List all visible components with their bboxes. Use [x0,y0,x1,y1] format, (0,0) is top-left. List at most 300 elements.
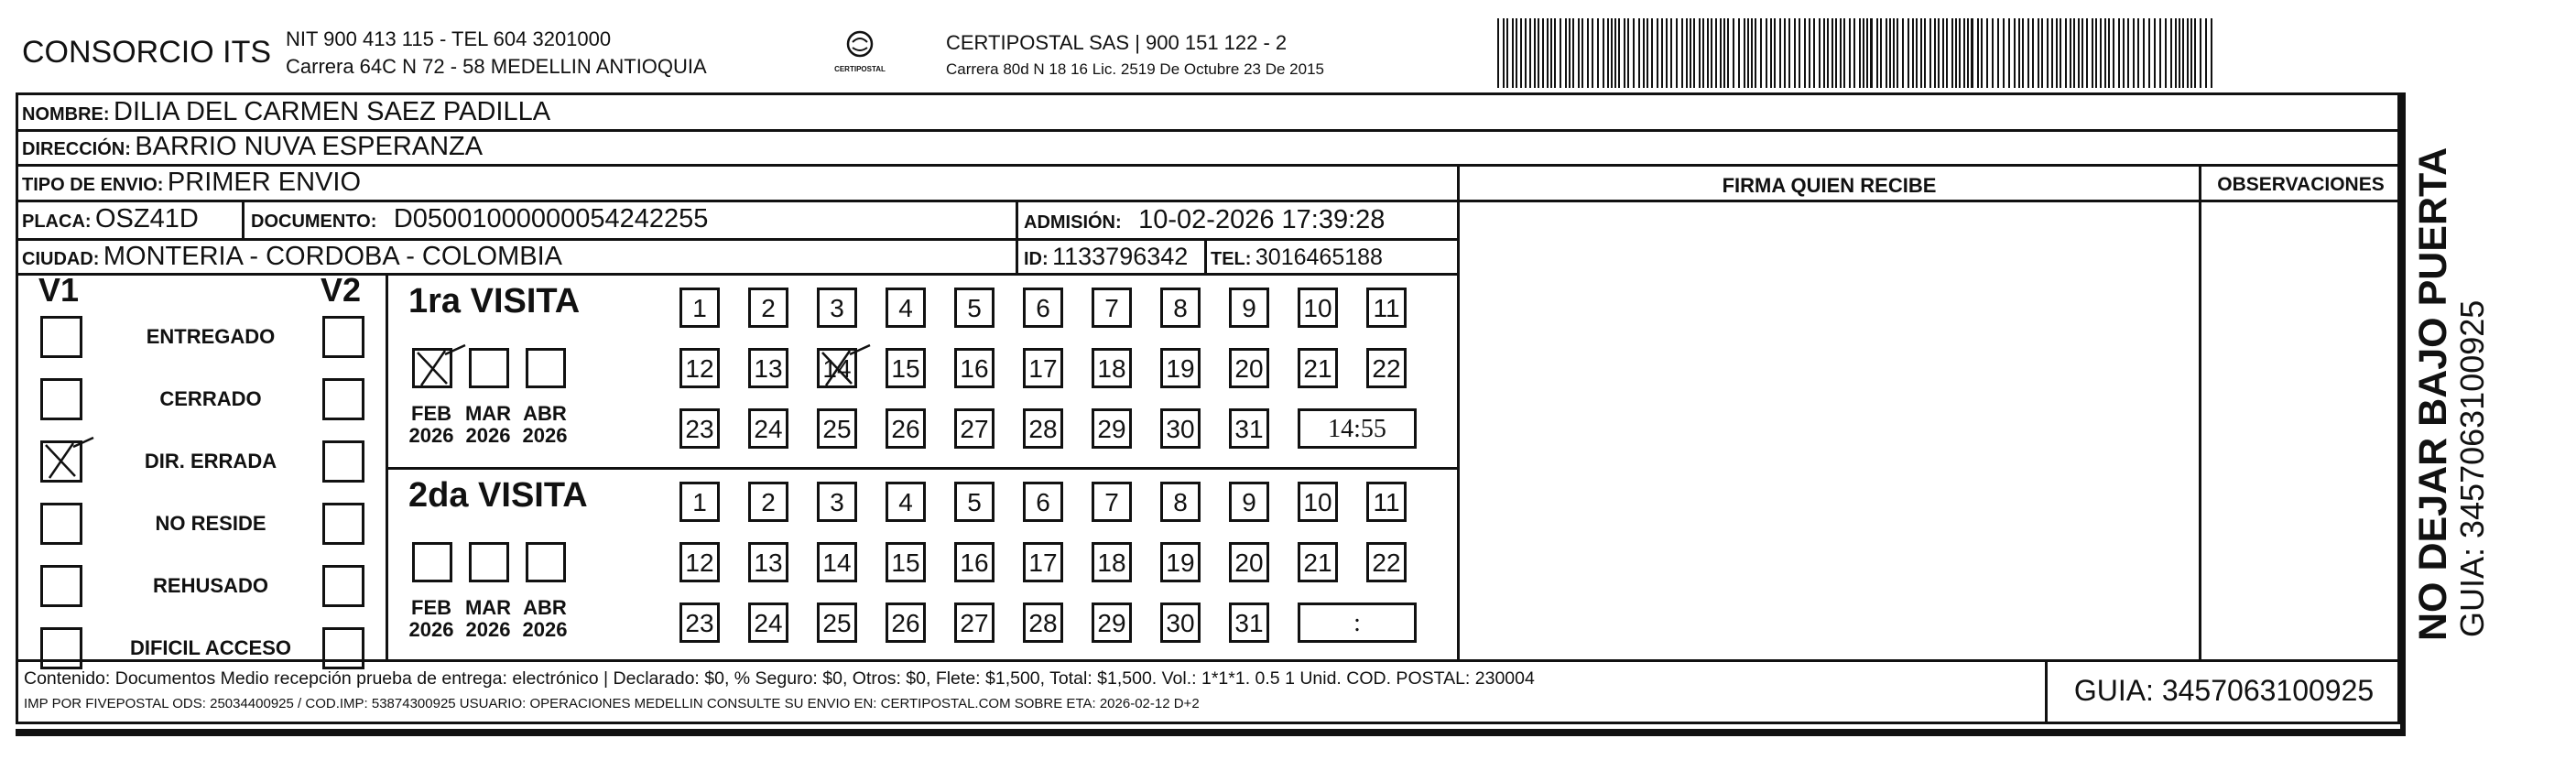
barcode-bar [1755,18,1756,88]
barcode-bar [1853,18,1855,88]
visit-day-box[interactable]: 29 [1092,408,1132,449]
status-v1-checkbox[interactable] [40,503,82,545]
barcode-bar [2056,18,2058,88]
barcode-bar [1942,18,1944,88]
type-row [22,166,361,203]
visit-title: 2da VISITA [408,476,588,515]
status-v2-checkbox[interactable] [322,440,364,483]
barcode-bar [1886,18,1887,88]
barcode-bar [1986,18,1988,88]
visit-day-box[interactable]: 3 [817,288,857,328]
no-dejar-text: NO DEJAR BAJO PUERTA [2411,147,2455,641]
barcode-bar [1693,18,1695,88]
plate-cell [22,202,199,240]
barcode-bar [1843,18,1845,88]
barcode-bar [2095,18,2097,88]
barcode-bar [1597,18,1599,88]
visit-day-box[interactable]: 23 [679,603,720,643]
visit-day-box[interactable]: 16 [954,542,995,582]
visit-day-box[interactable]: 27 [954,408,995,449]
barcode-bar [1578,18,1580,88]
visit-day-box[interactable]: 20 [1229,542,1269,582]
tel-value: 3016465188 [1255,244,1383,270]
barcode-bar [1627,18,1629,88]
barcode-bar [1870,18,1873,88]
barcode-bar [1525,18,1527,88]
visit-day-box[interactable]: 12 [679,348,720,388]
visit-day-box[interactable]: 19 [1160,542,1201,582]
visit-day-box[interactable]: 9 [1229,482,1269,522]
barcode-bar [1550,18,1552,88]
status-v2-checkbox[interactable] [322,316,364,358]
handwritten-check-icon [412,345,463,391]
visit-day-box[interactable]: 10 [1298,482,1338,522]
imp-line: IMP POR FIVEPOSTAL ODS: 25034400925 / COD.IMP: 53874300925 USUARIO: OPERACIONES MEDELLIN CONSULTE SU ENVIO EN: CERTIPOSTAL.COM SOBRE ETA: 2026-02-12 D+2 [24,696,1200,711]
id-value: 1133796342 [1052,243,1189,270]
v1-header: V1 [38,271,80,309]
barcode-bar [1788,18,1790,88]
visit-day-box[interactable]: 8 [1160,482,1201,522]
barcode-bar [2070,18,2071,88]
barcode-bar [1779,18,1781,88]
barcode-bar [1647,18,1648,88]
barcode-bar [1565,18,1567,88]
barcode-bar [1715,18,1717,88]
barcode-bar [2073,18,2075,88]
visit-day-box[interactable]: 21 [1298,542,1338,582]
visit-month-checkbox[interactable] [412,542,452,582]
barcode-bar [1823,18,1825,88]
barcode-bar [2118,18,2120,88]
barcode-bar [1827,18,1829,88]
visit-month-checkbox[interactable] [469,542,509,582]
barcode-bar [1603,18,1604,88]
barcode-bar [2108,18,2110,88]
barcode-bar [1633,18,1635,88]
barcode-bar [1534,18,1536,88]
barcode-bar [2137,18,2139,88]
plate-label: PLACA: [22,212,92,232]
visit-day-box[interactable]: 3 [817,482,857,522]
name-label: NOMBRE: [22,104,110,125]
barcode-bar [2143,18,2145,88]
barcode-bar [1889,18,1891,88]
barcode-bar [1614,18,1616,88]
document-cell [251,202,708,240]
visit-day-box[interactable]: 13 [748,542,788,582]
visit-day-box[interactable]: 8 [1160,288,1201,328]
barcode-bar [1774,18,1776,88]
courier-license: Carrera 80d N 18 16 Lic. 2519 De Octubre 23 De 2015 [946,60,1324,78]
barcode-bar [1676,18,1678,88]
visit-month-label: ABR 2026 [522,596,568,641]
barcode-bar [1849,18,1851,88]
visit-day-box[interactable]: 2 [748,482,788,522]
barcode-bar [1733,18,1734,88]
visit-day-box[interactable]: 14 [817,542,857,582]
side-warning [2412,147,2491,641]
status-label: ENTREGADO [146,325,276,348]
barcode-bar [1893,18,1895,88]
document-value: D05001000000054242255 [393,204,709,233]
status-v1-checkbox[interactable] [40,378,82,420]
visit-day-box[interactable]: 7 [1092,482,1132,522]
barcode-bar [1554,18,1556,88]
barcode-bar [2051,18,2053,88]
visit-day-box[interactable]: 14 [817,348,857,388]
shipment-type: PRIMER ENVIO [167,168,362,197]
tel-cell [1211,241,1383,277]
visit-month-checkbox[interactable] [526,348,566,388]
barcode-bar [2190,18,2192,88]
barcode-bar [1720,18,1722,88]
visit-day-box[interactable]: 17 [1023,542,1063,582]
barcode-bar [1747,18,1749,88]
visit-month-label: ABR 2026 [522,402,568,447]
barcode-bar [2205,18,2207,88]
barcode-bar [1738,18,1740,88]
plate-value: OSZ41D [95,204,199,233]
barcode-bar [1572,18,1574,88]
barcode-bar [1497,18,1499,88]
status-v2-checkbox[interactable] [322,378,364,420]
barcode-bar [1547,18,1549,88]
address-label: DIRECCIÓN: [22,139,131,159]
barcode-bar [1902,18,1904,88]
barcode-bar [2187,18,2189,88]
barcode-bar [1997,18,1999,88]
visit-month-checkbox[interactable] [526,542,566,582]
company-address: Carrera 64C N 72 - 58 MEDELLIN ANTIOQUIA [286,55,707,78]
barcode-bar [2159,18,2161,88]
barcode-bar [1992,18,1994,88]
barcode-bar [2194,18,2196,88]
observations-header: OBSERVACIONES [2217,174,2385,195]
barcode-bar [1959,18,1961,88]
visit-day-box[interactable]: 1 [679,288,720,328]
visit-day-box[interactable]: 28 [1023,408,1063,449]
barcode-bar [2113,18,2114,88]
signature-header: FIRMA QUIEN RECIBE [1722,174,1937,197]
barcode-bar [2038,18,2039,88]
admission-cell [1024,203,1385,241]
visit-day-box[interactable]: 12 [679,542,720,582]
status-label: CERRADO [159,387,262,410]
barcode-bar [1938,18,1940,88]
courier-name: CERTIPOSTAL SAS | 900 151 122 - 2 [946,31,1288,54]
visit-day-box[interactable]: 10 [1298,288,1338,328]
barcode-bar [1784,18,1786,88]
address-row [22,130,483,168]
status-label: DIR. ERRADA [144,450,277,472]
barcode-bar [1670,18,1672,88]
status-label: DIFICIL ACCESO [129,636,291,659]
visit-day-box[interactable]: 9 [1229,288,1269,328]
barcode-bar [2022,18,2024,88]
name-row [22,95,550,133]
visit-month-label: FEB 2026 [408,596,454,641]
visit-day-box[interactable]: 16 [954,348,995,388]
admission-value: 10-02-2026 17:39:28 [1138,205,1386,234]
barcode-bar [1506,18,1508,88]
visit-day-box[interactable]: 15 [886,542,926,582]
barcode-bar [1538,18,1539,88]
type-label: TIPO DE ENVIO: [22,175,164,195]
barcode-bar [1963,18,1965,88]
visit-day-box[interactable]: 25 [817,408,857,449]
barcode-bar [1542,18,1544,88]
visit-day-box[interactable]: 13 [748,348,788,388]
barcode-bar [1702,18,1704,88]
city-row [22,240,562,277]
handwritten-check-icon [817,345,868,391]
barcode-bar [1897,18,1898,88]
barcode-bar [1744,18,1745,88]
visit-day-box[interactable]: 29 [1092,603,1132,643]
barcode-bar [1607,18,1609,88]
visit-time-box[interactable]: : [1298,603,1417,643]
certipostal-logo: CERTIPOSTAL [822,29,897,77]
visit-day-box[interactable]: 21 [1298,348,1338,388]
barcode-bar [2200,18,2201,88]
company-name: CONSORCIO ITS [22,35,272,70]
barcode-bar [2008,18,2010,88]
barcode [1497,18,2221,88]
visit-day-box[interactable]: 26 [886,603,926,643]
barcode-bar [1643,18,1645,88]
barcode-bar [2179,18,2180,88]
handwritten-check-icon [40,438,92,483]
barcode-bar [2041,18,2043,88]
barcode-bar [1912,18,1914,88]
barcode-bar [1924,18,1926,88]
status-v2-checkbox[interactable] [322,503,364,545]
visit-day-box[interactable]: 4 [886,482,926,522]
visit-day-box[interactable]: 30 [1160,603,1201,643]
barcode-bar [1512,18,1514,88]
visit-day-box[interactable]: 6 [1023,288,1063,328]
barcode-bar [2104,18,2106,88]
barcode-bar [2027,18,2029,88]
barcode-bar [1813,18,1815,88]
barcode-bar [1863,18,1864,88]
barcode-bar [1880,18,1882,88]
barcode-bar [1690,18,1691,88]
barcode-bar [1766,18,1767,88]
id-cell [1024,240,1188,277]
visit-day-box[interactable]: 11 [1366,482,1407,522]
visit-month-checkbox[interactable] [469,348,509,388]
visit-day-box[interactable]: 19 [1160,348,1201,388]
barcode-bar [1794,18,1796,88]
barcode-bar [2086,18,2088,88]
bottom-shadow [16,729,2404,736]
visit-day-box[interactable]: 4 [886,288,926,328]
visit-day-box[interactable]: 22 [1366,348,1407,388]
barcode-bar [1934,18,1936,88]
visit-day-box[interactable]: 28 [1023,603,1063,643]
barcode-bar [2100,18,2102,88]
barcode-bar [2123,18,2125,88]
status-v2-checkbox[interactable] [322,565,364,607]
id-label: ID: [1024,249,1049,269]
barcode-bar [1804,18,1806,88]
recipient-name: DILIA DEL CARMEN SAEZ PADILLA [114,97,551,126]
status-v1-checkbox[interactable] [40,565,82,607]
barcode-bar [1908,18,1909,88]
visit-day-box[interactable]: 31 [1229,408,1269,449]
recipient-address: BARRIO NUVA ESPERANZA [135,132,484,161]
visit-day-box[interactable]: 15 [886,348,926,388]
barcode-bar [2032,18,2034,88]
barcode-bar [1951,18,1953,88]
barcode-bar [2175,18,2177,88]
barcode-bar [1520,18,1522,88]
barcode-bar [1916,18,1918,88]
status-label: NO RESIDE [155,512,266,535]
barcode-bar [1727,18,1729,88]
status-v1-checkbox[interactable] [40,316,82,358]
visit-day-box[interactable]: 5 [954,288,995,328]
barcode-bar [1819,18,1821,88]
status-v1-checkbox[interactable] [40,440,82,483]
document-label: DOCUMENTO: [251,212,377,232]
barcode-bar [1661,18,1663,88]
visit-day-box[interactable]: 30 [1160,408,1201,449]
barcode-bar [1840,18,1842,88]
status-v2-checkbox[interactable] [322,627,364,669]
visit-day-box[interactable]: 11 [1366,288,1407,328]
visit-day-box[interactable]: 7 [1092,288,1132,328]
visit-day-box[interactable]: 2 [748,288,788,328]
barcode-bar [1929,18,1931,88]
visit-day-box[interactable]: 27 [954,603,995,643]
barcode-bar [2003,18,2005,88]
barcode-bar [2018,18,2020,88]
barcode-bar [2211,18,2212,88]
visit-day-box[interactable]: 25 [817,603,857,643]
status-v1-checkbox[interactable] [40,627,82,669]
barcode-bar [1711,18,1712,88]
visit-title: 1ra VISITA [408,282,581,320]
barcode-bar [2014,18,2016,88]
barcode-bar [1967,18,1969,88]
barcode-bar [2047,18,2049,88]
barcode-bar [1560,18,1561,88]
barcode-bar [1977,18,1979,88]
barcode-bar [1866,18,1868,88]
barcode-bar [1651,18,1653,88]
barcode-bar [2078,18,2080,88]
barcode-bar [1587,18,1589,88]
visit-day-box[interactable]: 18 [1092,542,1132,582]
barcode-bar [2065,18,2067,88]
barcode-bar [2081,18,2083,88]
footer-guide: GUIA: 3457063100925 [2073,674,2375,707]
barcode-bar [1751,18,1753,88]
tel-label: TEL: [1211,249,1252,269]
barcode-bar [2127,18,2129,88]
visit-month-label: MAR 2026 [464,402,512,447]
company-nit: NIT 900 413 115 - TEL 604 3201000 [286,27,612,50]
barcode-bar [1592,18,1593,88]
visit-day-box[interactable]: 6 [1023,482,1063,522]
barcode-bar [1503,18,1505,88]
v2-header: V2 [321,271,362,309]
barcode-bar [1799,18,1800,88]
barcode-bar [1981,18,1983,88]
admission-label: ADMISIÓN: [1024,212,1122,233]
city-label: CIUDAD: [22,249,100,269]
barcode-bar [2154,18,2156,88]
status-label: REHUSADO [153,574,268,597]
visit-month-checkbox[interactable] [412,348,452,388]
barcode-bar [1835,18,1837,88]
barcode-bar [1618,18,1620,88]
visit-day-box[interactable]: 22 [1366,542,1407,582]
barcode-bar [1946,18,1948,88]
barcode-bar [1699,18,1701,88]
barcode-bar [1955,18,1957,88]
logo-icon [842,29,878,60]
barcode-bar [1666,18,1668,88]
barcode-bar [1681,18,1683,88]
visit-day-box[interactable]: 23 [679,408,720,449]
barcode-bar [1686,18,1688,88]
barcode-bar [1920,18,1922,88]
barcode-bar [2148,18,2150,88]
barcode-bar [2170,18,2172,88]
barcode-bar [2060,18,2061,88]
barcode-bar [1770,18,1772,88]
barcode-bar [1569,18,1571,88]
barcode-bar [1611,18,1613,88]
barcode-bar [1876,18,1878,88]
barcode-bar [1831,18,1833,88]
visit-month-label: FEB 2026 [408,402,454,447]
barcode-bar [1859,18,1861,88]
visit-day-box[interactable]: 1 [679,482,720,522]
barcode-bar [2182,18,2184,88]
barcode-bar [2165,18,2167,88]
barcode-bar [1581,18,1583,88]
barcode-bar [1707,18,1709,88]
visit-month-label: MAR 2026 [464,596,512,641]
barcode-bar [1624,18,1625,88]
barcode-bar [1723,18,1725,88]
visit-day-box[interactable]: 24 [748,603,788,643]
visit-day-box[interactable]: 18 [1092,348,1132,388]
city-value: MONTERIA - CORDOBA - COLOMBIA [103,242,563,271]
barcode-bar [1809,18,1810,88]
visit-day-box[interactable]: 26 [886,408,926,449]
barcode-bar [2133,18,2135,88]
barcode-bar [1971,18,1973,88]
barcode-bar [1657,18,1658,88]
visit-day-box[interactable]: 17 [1023,348,1063,388]
visit-time-box[interactable]: 14:55 [1298,408,1417,449]
barcode-bar [1516,18,1517,88]
content-line: Contenido: Documentos Medio recepción prueba de entrega: electrónico | Declarado: $0, % Seguro: $0, Otros: $0, Flete: $1,500, Total: $1,500. Vol.: 1*1*1. 0.5 1 Unid. COD. POSTAL: 230004 [24,668,1535,689]
barcode-bar [2092,18,2093,88]
visit-day-box[interactable]: 20 [1229,348,1269,388]
visit-day-box[interactable]: 5 [954,482,995,522]
side-guide: GUIA: 3457063100925 [2453,299,2491,637]
visit-day-box[interactable]: 31 [1229,603,1269,643]
visit-day-box[interactable]: 24 [748,408,788,449]
barcode-bar [1529,18,1531,88]
barcode-bar [1638,18,1640,88]
